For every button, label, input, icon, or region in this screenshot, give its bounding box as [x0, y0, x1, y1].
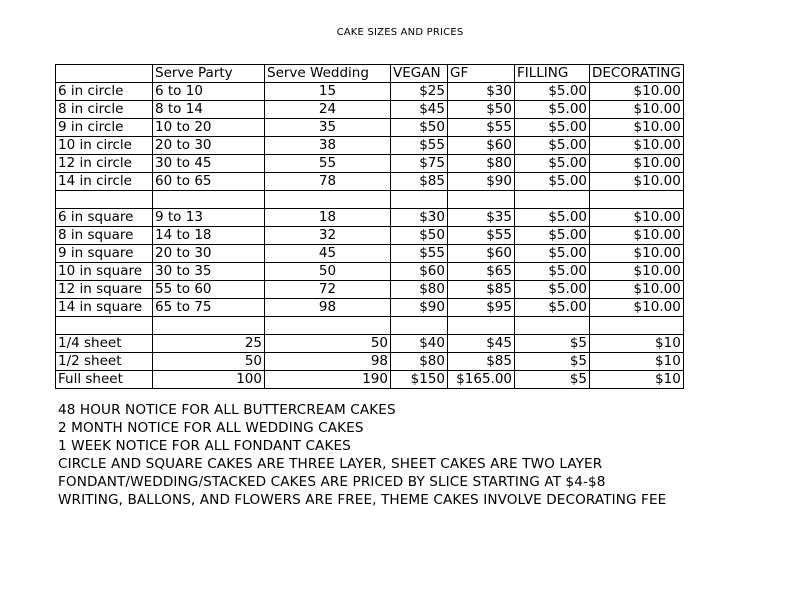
- decorating-cell: $10.00: [590, 119, 684, 137]
- table-row: [56, 191, 684, 209]
- table-row: [56, 173, 684, 191]
- note-line: CIRCLE AND SQUARE CAKES ARE THREE LAYER, SHEET CAKES ARE TWO LAYER: [58, 456, 603, 472]
- table-row: [56, 281, 684, 299]
- header-filling: FILLING: [515, 65, 590, 83]
- table-row: [56, 155, 684, 173]
- vegan-cell: $60: [391, 263, 448, 281]
- decorating-cell: $10: [590, 335, 684, 353]
- filling-cell: $5.00: [515, 227, 590, 245]
- serve-wedding-cell: 78: [265, 173, 391, 191]
- decorating-cell: $10.00: [590, 173, 684, 191]
- serve-wedding-cell: [265, 317, 391, 335]
- vegan-cell: $50: [391, 119, 448, 137]
- serve-party-cell: 65 to 75: [153, 299, 265, 317]
- gf-cell: $50: [448, 101, 515, 119]
- vegan-cell: $90: [391, 299, 448, 317]
- serve-party-cell: 14 to 18: [153, 227, 265, 245]
- serve-party-cell: 10 to 20: [153, 119, 265, 137]
- notes-block: [58, 401, 666, 509]
- table-row: [56, 263, 684, 281]
- size-cell: 1/4 sheet: [56, 335, 153, 353]
- vegan-cell: $55: [391, 137, 448, 155]
- decorating-cell: $10.00: [590, 245, 684, 263]
- decorating-cell: $10.00: [590, 83, 684, 101]
- vegan-cell: [391, 191, 448, 209]
- serve-party-cell: 8 to 14: [153, 101, 265, 119]
- size-cell: 8 in circle: [56, 101, 153, 119]
- table-row: [56, 353, 684, 371]
- decorating-cell: $10: [590, 353, 684, 371]
- gf-cell: $165.00: [448, 371, 515, 389]
- gf-cell: [448, 317, 515, 335]
- size-cell: [56, 317, 153, 335]
- serve-wedding-cell: 98: [265, 299, 391, 317]
- vegan-cell: $55: [391, 245, 448, 263]
- size-cell: 14 in square: [56, 299, 153, 317]
- note-line: WRITING, BALLONS, AND FLOWERS ARE FREE, THEME CAKES INVOLVE DECORATING FEE: [58, 492, 667, 508]
- vegan-cell: [391, 317, 448, 335]
- filling-cell: $5: [515, 371, 590, 389]
- serve-wedding-cell: 18: [265, 209, 391, 227]
- serve-wedding-cell: 24: [265, 101, 391, 119]
- table-row: [56, 137, 684, 155]
- table-row: [56, 245, 684, 263]
- serve-wedding-cell: 50: [265, 263, 391, 281]
- serve-wedding-cell: 50: [265, 335, 391, 353]
- gf-cell: $35: [448, 209, 515, 227]
- size-cell: 8 in square: [56, 227, 153, 245]
- serve-party-cell: [153, 317, 265, 335]
- decorating-cell: [590, 191, 684, 209]
- serve-wedding-cell: [265, 191, 391, 209]
- size-cell: [56, 191, 153, 209]
- header-serve-party: Serve Party: [153, 65, 265, 83]
- serve-party-cell: 30 to 45: [153, 155, 265, 173]
- vegan-cell: $85: [391, 173, 448, 191]
- header-serve-wedding: Serve Wedding: [265, 65, 391, 83]
- serve-wedding-cell: 190: [265, 371, 391, 389]
- serve-party-cell: 9 to 13: [153, 209, 265, 227]
- decorating-cell: $10.00: [590, 209, 684, 227]
- vegan-cell: $75: [391, 155, 448, 173]
- note-line: 2 MONTH NOTICE FOR ALL WEDDING CAKES: [58, 420, 364, 436]
- size-cell: 10 in circle: [56, 137, 153, 155]
- size-cell: 1/2 sheet: [56, 353, 153, 371]
- size-cell: 6 in circle: [56, 83, 153, 101]
- filling-cell: $5.00: [515, 119, 590, 137]
- gf-cell: $60: [448, 245, 515, 263]
- decorating-cell: $10.00: [590, 101, 684, 119]
- filling-cell: $5.00: [515, 101, 590, 119]
- vegan-cell: $80: [391, 353, 448, 371]
- header-vegan: VEGAN: [391, 65, 448, 83]
- table-header-row: [56, 65, 684, 83]
- gf-cell: $85: [448, 281, 515, 299]
- serve-wedding-cell: 98: [265, 353, 391, 371]
- serve-party-cell: [153, 191, 265, 209]
- filling-cell: $5: [515, 335, 590, 353]
- serve-wedding-cell: 38: [265, 137, 391, 155]
- filling-cell: [515, 191, 590, 209]
- serve-wedding-cell: 32: [265, 227, 391, 245]
- gf-cell: $80: [448, 155, 515, 173]
- serve-party-cell: 60 to 65: [153, 173, 265, 191]
- decorating-cell: $10.00: [590, 263, 684, 281]
- header-corner: [56, 65, 153, 83]
- filling-cell: $5.00: [515, 155, 590, 173]
- serve-party-cell: 25: [153, 335, 265, 353]
- note-line: 1 WEEK NOTICE FOR ALL FONDANT CAKES: [58, 438, 351, 454]
- header-decorating: DECORATING: [590, 65, 684, 83]
- filling-cell: $5.00: [515, 281, 590, 299]
- vegan-cell: $45: [391, 101, 448, 119]
- size-cell: 14 in circle: [56, 173, 153, 191]
- gf-cell: $95: [448, 299, 515, 317]
- filling-cell: $5.00: [515, 83, 590, 101]
- size-cell: 12 in square: [56, 281, 153, 299]
- filling-cell: $5.00: [515, 173, 590, 191]
- decorating-cell: $10.00: [590, 227, 684, 245]
- table-row: [56, 227, 684, 245]
- size-cell: Full sheet: [56, 371, 153, 389]
- serve-party-cell: 50: [153, 353, 265, 371]
- size-cell: 9 in circle: [56, 119, 153, 137]
- vegan-cell: $150: [391, 371, 448, 389]
- serve-party-cell: 55 to 60: [153, 281, 265, 299]
- vegan-cell: $25: [391, 83, 448, 101]
- size-cell: 12 in circle: [56, 155, 153, 173]
- serve-party-cell: 6 to 10: [153, 83, 265, 101]
- vegan-cell: $80: [391, 281, 448, 299]
- filling-cell: $5.00: [515, 299, 590, 317]
- table-row: [56, 371, 684, 389]
- table-row: [56, 101, 684, 119]
- table-row: [56, 335, 684, 353]
- table-row: [56, 83, 684, 101]
- table-row: [56, 317, 684, 335]
- table-row: [56, 299, 684, 317]
- serve-wedding-cell: 15: [265, 83, 391, 101]
- gf-cell: $45: [448, 335, 515, 353]
- note-line: FONDANT/WEDDING/STACKED CAKES ARE PRICED BY SLICE STARTING AT $4-$8: [58, 474, 606, 490]
- decorating-cell: $10.00: [590, 137, 684, 155]
- filling-cell: $5: [515, 353, 590, 371]
- size-cell: 10 in square: [56, 263, 153, 281]
- vegan-cell: $50: [391, 227, 448, 245]
- decorating-cell: $10.00: [590, 281, 684, 299]
- vegan-cell: $30: [391, 209, 448, 227]
- serve-party-cell: 20 to 30: [153, 137, 265, 155]
- price-table: [55, 64, 684, 389]
- serve-wedding-cell: 35: [265, 119, 391, 137]
- gf-cell: $65: [448, 263, 515, 281]
- gf-cell: $55: [448, 227, 515, 245]
- note-line: 48 HOUR NOTICE FOR ALL BUTTERCREAM CAKES: [58, 402, 396, 418]
- gf-cell: $30: [448, 83, 515, 101]
- size-cell: 6 in square: [56, 209, 153, 227]
- serve-wedding-cell: 72: [265, 281, 391, 299]
- decorating-cell: $10: [590, 371, 684, 389]
- table-row: [56, 209, 684, 227]
- header-gf: GF: [448, 65, 515, 83]
- vegan-cell: $40: [391, 335, 448, 353]
- decorating-cell: $10.00: [590, 155, 684, 173]
- serve-wedding-cell: 45: [265, 245, 391, 263]
- gf-cell: $55: [448, 119, 515, 137]
- size-cell: 9 in square: [56, 245, 153, 263]
- serve-party-cell: 30 to 35: [153, 263, 265, 281]
- filling-cell: $5.00: [515, 209, 590, 227]
- gf-cell: $60: [448, 137, 515, 155]
- serve-wedding-cell: 55: [265, 155, 391, 173]
- serve-party-cell: 20 to 30: [153, 245, 265, 263]
- decorating-cell: $10.00: [590, 299, 684, 317]
- gf-cell: [448, 191, 515, 209]
- serve-party-cell: 100: [153, 371, 265, 389]
- filling-cell: $5.00: [515, 137, 590, 155]
- table-row: [56, 119, 684, 137]
- filling-cell: $5.00: [515, 263, 590, 281]
- page-title: CAKE SIZES AND PRICES: [336, 27, 464, 38]
- decorating-cell: [590, 317, 684, 335]
- gf-cell: $85: [448, 353, 515, 371]
- filling-cell: $5.00: [515, 245, 590, 263]
- filling-cell: [515, 317, 590, 335]
- gf-cell: $90: [448, 173, 515, 191]
